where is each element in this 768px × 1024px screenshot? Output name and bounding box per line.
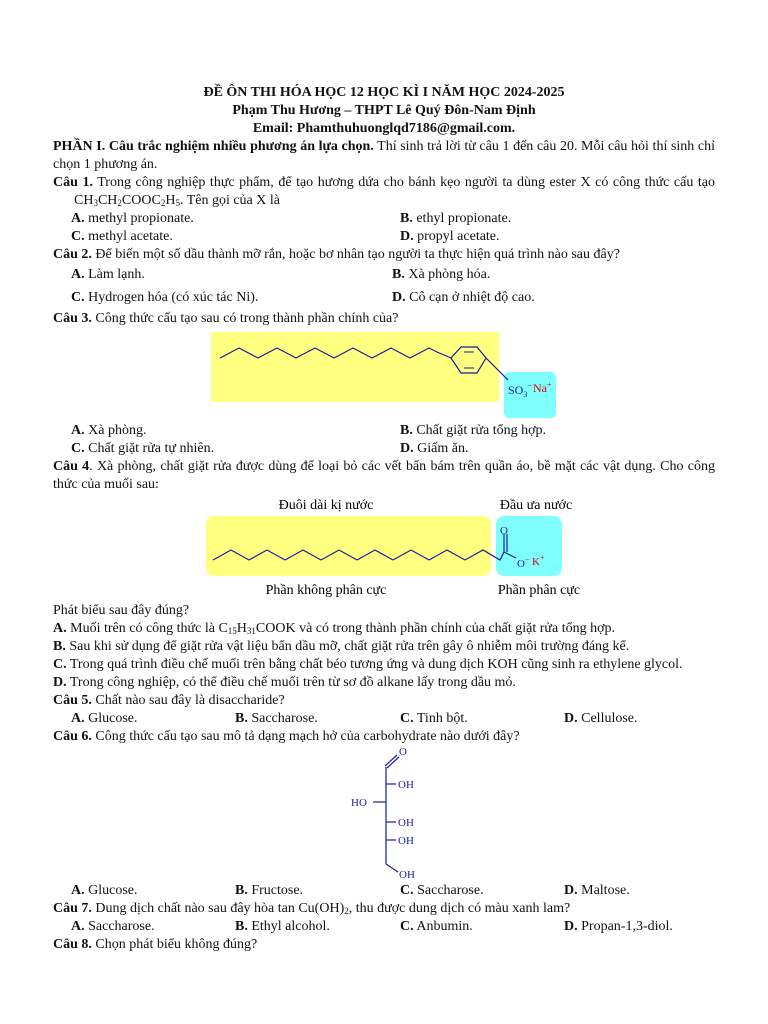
- sulfonate-structure: [53, 328, 715, 422]
- exam-page: [53, 84, 715, 954]
- question-text: Dung dịch chất nào sau đây hòa tan Cu(OH): [91, 901, 345, 916]
- q2-options-row2: [53, 287, 715, 310]
- question-text: Trong công nghiệp thực phẩm, để tạo hương dứa cho bánh kẹo người ta dùng ester X có công thức cấu tạo CH: [74, 175, 715, 208]
- hydroxyl-c3: HO: [351, 797, 367, 809]
- q4-statement-b[interactable]: B. Sau khi sử dụng để giặt rửa vật liệu bẩn dầu mỡ, chất giặt rửa trên gây ô nhiễm môi trường đáng kể.: [53, 639, 630, 654]
- k-label: K+: [532, 553, 545, 568]
- exam-author: Phạm Thu Hương – THPT Lê Quý Đôn-Nam Định: [232, 103, 536, 118]
- section-instructions: Thí sinh trả lời từ câu 1 đến câu 20. Mỗi câu hỏi thí sinh chỉ chọn 1 phương án.: [53, 139, 715, 172]
- aldehyde-o: O: [399, 746, 407, 758]
- question-4: [53, 458, 715, 494]
- tail-label: Đuôi dài kị nước: [278, 498, 374, 513]
- q4-prompt: Phát biểu sau đây đúng?: [53, 603, 190, 618]
- question-label: Câu 2.: [53, 247, 92, 262]
- question-text: Chọn phát biểu không đúng?: [91, 937, 258, 952]
- question-text: Công thức cấu tạo sau có trong thành phần chính của?: [91, 311, 399, 326]
- nonpolar-highlight: [206, 516, 491, 576]
- option-b[interactable]: B. Saccharose.: [235, 711, 318, 726]
- hydroxyl-c6: OH: [399, 869, 415, 881]
- exam-email: Email: Phamthuhuonglqd7186@gmail.com.: [252, 121, 516, 136]
- option-c[interactable]: C. Chất giặt rửa tự nhiên.: [71, 441, 215, 456]
- q1-options-row1: [53, 210, 715, 228]
- question-label: Câu 6.: [53, 729, 92, 744]
- tail-highlight: [211, 332, 499, 402]
- option-a[interactable]: A. Saccharose.: [71, 919, 155, 934]
- question-label: Câu 8.: [53, 937, 92, 952]
- option-d[interactable]: D. Giấm ăn.: [400, 441, 469, 456]
- exam-title: ĐỀ ÔN THI HÓA HỌC 12 HỌC KÌ I NĂM HỌC 2024-2025: [203, 85, 565, 100]
- hydroxyl-c5: OH: [398, 835, 414, 847]
- question-8: [53, 936, 715, 954]
- q4-statement-a[interactable]: A. Muối trên có công thức là $C_{15}H_{31}COOK$ và có trong thành phần chính của chất giặt rửa tổng hợp.: [53, 621, 615, 636]
- q6-options: [53, 882, 715, 900]
- carbonyl-o: O: [500, 525, 508, 537]
- option-b[interactable]: B. Ethyl alcohol.: [235, 919, 330, 934]
- potassium-salt-structure: [53, 494, 715, 602]
- option-a[interactable]: A. Xà phòng.: [71, 423, 147, 438]
- option-d[interactable]: D. Propan-1,3-diol.: [564, 919, 673, 934]
- option-b[interactable]: B. ethyl propionate.: [400, 211, 512, 226]
- hydroxyl-c4: OH: [398, 817, 414, 829]
- q3-options-row1: [53, 422, 715, 440]
- so3-label: $SO_3^-$: [508, 381, 532, 399]
- question-2: [53, 246, 715, 264]
- question-5: [53, 692, 715, 710]
- section-title: PHẦN I. Câu trắc nghiệm nhiều phương án lựa chọn.: [53, 139, 374, 154]
- question-text-end: , thu được dung dịch có màu xanh lam?: [348, 901, 571, 916]
- oxide-label: O−: [517, 555, 530, 570]
- option-a[interactable]: A. Glucose.: [71, 883, 138, 898]
- question-label: Câu 1.: [53, 175, 93, 190]
- head-label: Đầu ưa nước: [499, 498, 573, 513]
- option-a[interactable]: A. Glucose.: [71, 711, 138, 726]
- option-d[interactable]: D. Cô cạn ở nhiệt độ cao.: [392, 290, 535, 305]
- option-d[interactable]: D. Maltose.: [564, 883, 630, 898]
- q1-options-row2: [53, 228, 715, 246]
- question-label: Câu 7.: [53, 901, 92, 916]
- option-b[interactable]: B. Xà phòng hóa.: [392, 267, 491, 282]
- option-d[interactable]: D. Cellulose.: [564, 711, 638, 726]
- question-text: Công thức cấu tạo sau mô tả dạng mạch hở của carbohydrate nào dưới đây?: [91, 729, 520, 744]
- option-c[interactable]: C. Tinh bột.: [400, 711, 468, 726]
- option-c[interactable]: C. Anbumin.: [400, 919, 473, 934]
- open-chain-carbohydrate: [53, 746, 715, 882]
- hydroxyl-c2: OH: [398, 779, 414, 791]
- q5-options: [53, 710, 715, 728]
- polar-label: Phần phân cực: [497, 583, 581, 598]
- q4-statement-d[interactable]: D. Trong công nghiệp, có thể điều chế muối trên từ sơ đồ alkane lấy trong dầu mỏ.: [53, 675, 516, 690]
- question-text-end: . Tên gọi của X là: [179, 193, 280, 208]
- nonpolar-label: Phần không phân cực: [265, 583, 387, 598]
- question-label: Câu 3.: [53, 311, 92, 326]
- question-7: Câu 7. Dung dịch chất nào sau đây hòa $\tan Cu(OH)_2$, thu được dung dịch có màu xanh lam?: [53, 901, 571, 916]
- question-label: Câu 5.: [53, 693, 92, 708]
- question-text: Chất nào sau đây là disaccharide?: [91, 693, 285, 708]
- option-c[interactable]: C. Hydrogen hóa (có xúc tác Ni).: [71, 290, 259, 305]
- question-3: [53, 310, 715, 328]
- question-6: [53, 728, 715, 746]
- q2-options-row1: [53, 264, 715, 287]
- na-label: Na+: [533, 380, 552, 395]
- q7-options: [53, 918, 715, 936]
- option-c[interactable]: C. Saccharose.: [400, 883, 484, 898]
- option-a[interactable]: A. Làm lạnh.: [71, 267, 145, 282]
- q4-statement-c[interactable]: C. Trong quá trình điều chế muối trên bằng chất béo tương ứng và dung dịch KOH cũng sinh ra ethylene glycol.: [53, 657, 683, 672]
- question-text: . Xà phòng, chất giặt rửa được dùng để loại bỏ các vết bẩn bám trên quần áo, bề mặt các vật dụng. Cho công thức của muối sau:: [53, 459, 715, 492]
- question-1: Câu 1. Trong công nghiệp thực phẩm, để tạo hương dứa cho bánh kẹo người ta dùng ester X có công thức cấu tạo $CH_3CH_2COOC_2H_5$. Tên gọi của X là: [53, 175, 715, 208]
- option-b[interactable]: B. Fructose.: [235, 883, 304, 898]
- option-a[interactable]: A. methyl propionate.: [71, 211, 194, 226]
- question-label: Câu 4: [53, 459, 90, 474]
- question-text: Để biến một số dầu thành mỡ rắn, hoặc bơ nhân tạo người ta thực hiện quá trình nào sau đây?: [91, 247, 620, 262]
- option-b[interactable]: B. Chất giặt rửa tổng hợp.: [400, 423, 547, 438]
- option-d[interactable]: D. propyl acetate.: [400, 229, 500, 244]
- section-intro: [53, 138, 715, 174]
- q3-options-row2: [53, 440, 715, 458]
- option-c[interactable]: C. methyl acetate.: [71, 229, 173, 244]
